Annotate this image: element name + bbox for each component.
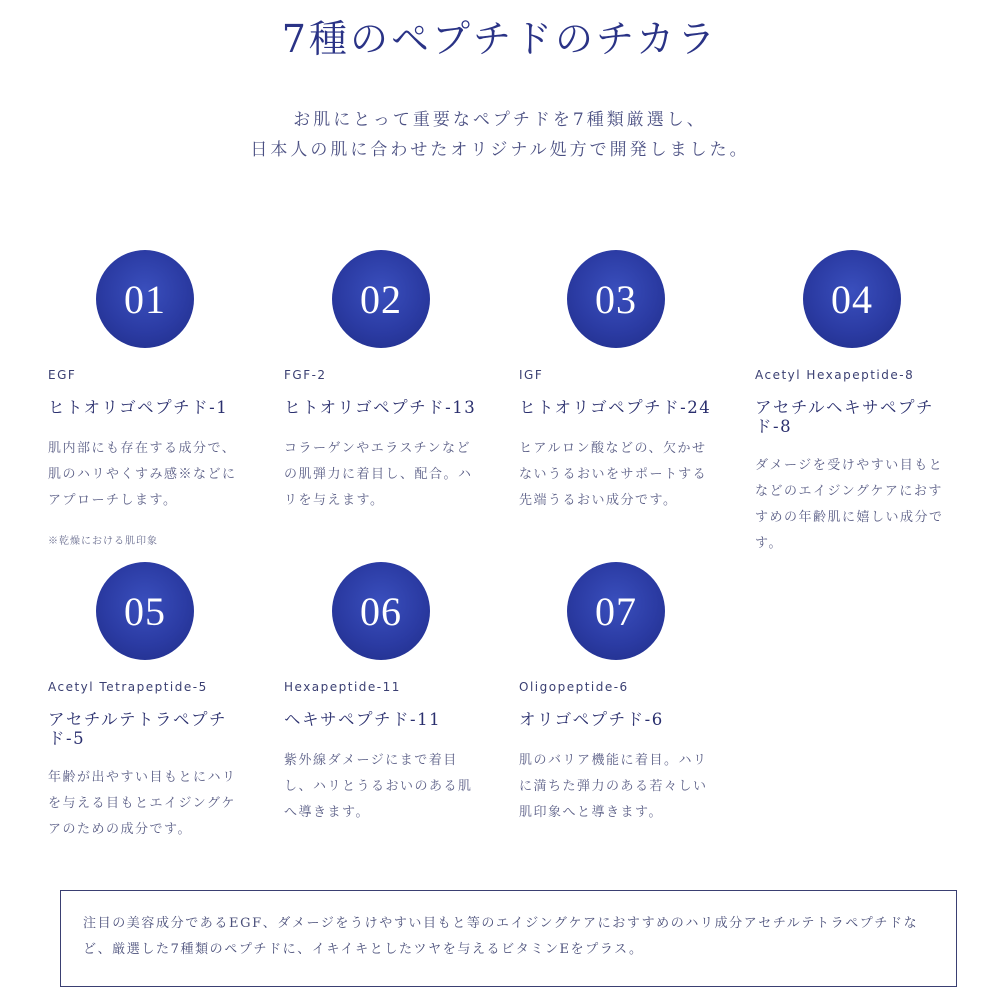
number-badge: [96, 562, 194, 660]
peptide-name: ヒトオリゴペプチド-24: [519, 398, 712, 417]
page-title: 7種のペプチドのチカラ: [281, 17, 719, 61]
peptide-code: Acetyl Hexapeptide-8: [755, 368, 915, 382]
peptide-name: ヘキサペプチド-11: [284, 710, 442, 729]
peptide-code: Acetyl Tetrapeptide-5: [48, 680, 208, 694]
footnote: ※乾燥における肌印象: [48, 536, 158, 547]
number-badge: [332, 250, 430, 348]
number-badge: [567, 562, 665, 660]
peptide-description: 肌内部にも存在する成分で、肌のハリやくすみ感※などにアプローチします。: [48, 441, 237, 508]
number-label: 07: [595, 588, 637, 634]
peptide-description: ダメージを受けやすい目もとなどのエイジングケアにおすすめの年齢肌に嬉しい成分です。: [755, 458, 944, 551]
peptide-description: コラーゲンやエラスチンなどの肌弾力に着目し、配合。ハリを与えます。: [284, 441, 473, 508]
number-label: 06: [360, 588, 402, 634]
number-label: 02: [360, 276, 402, 322]
summary-box: [60, 890, 957, 987]
peptide-description: 肌のバリア機能に着目。ハリに満ちた弾力のある若々しい肌印象へと導きます。: [519, 753, 708, 820]
peptide-name: ヒトオリゴペプチド-13: [284, 398, 477, 417]
peptide-code: Hexapeptide-11: [284, 680, 401, 694]
lead-text: [0, 105, 1000, 165]
number-label: 03: [595, 276, 637, 322]
peptide-name: アセチルヘキサペプチド-8: [755, 398, 935, 436]
lead-line-2: 日本人の肌に合わせたオリジナル処方で開発しました。: [250, 140, 750, 160]
summary-text: 注目の美容成分であるEGF、ダメージをうけやすい目もと等のエイジングケアにおすすめのハリ成分アセチルテトラペプチドなど、厳選した7種類のペプチドに、イキイキとしたツヤを与えるビタミンEをプラス。: [83, 916, 919, 957]
peptide-code: Oligopeptide-6: [519, 680, 629, 694]
peptide-code: FGF-2: [284, 368, 327, 382]
peptide-code: IGF: [519, 368, 544, 382]
number-label: 05: [124, 588, 166, 634]
peptide-name: オリゴペプチド-6: [519, 710, 664, 729]
peptide-description: 紫外線ダメージにまで着目し、ハリとうるおいのある肌へ導きます。: [284, 753, 473, 820]
peptide-name: ヒトオリゴペプチド-1: [48, 398, 229, 417]
number-badge: [96, 250, 194, 348]
peptide-description: 年齢が出やすい目もとにハリを与える目もとエイジングケアのための成分です。: [48, 770, 237, 837]
number-badge: [803, 250, 901, 348]
number-label: 01: [124, 276, 166, 322]
number-label: 04: [831, 276, 873, 322]
number-badge: [567, 250, 665, 348]
lead-line-1: お肌にとって重要なペプチドを7種類厳選し、: [293, 110, 707, 130]
peptide-code: EGF: [48, 368, 77, 382]
number-badge: [332, 562, 430, 660]
peptide-name: アセチルテトラペプチド-5: [48, 710, 228, 748]
peptide-description: ヒアルロン酸などの、欠かせないうるおいをサポートする先端うるおい成分です。: [519, 441, 708, 508]
